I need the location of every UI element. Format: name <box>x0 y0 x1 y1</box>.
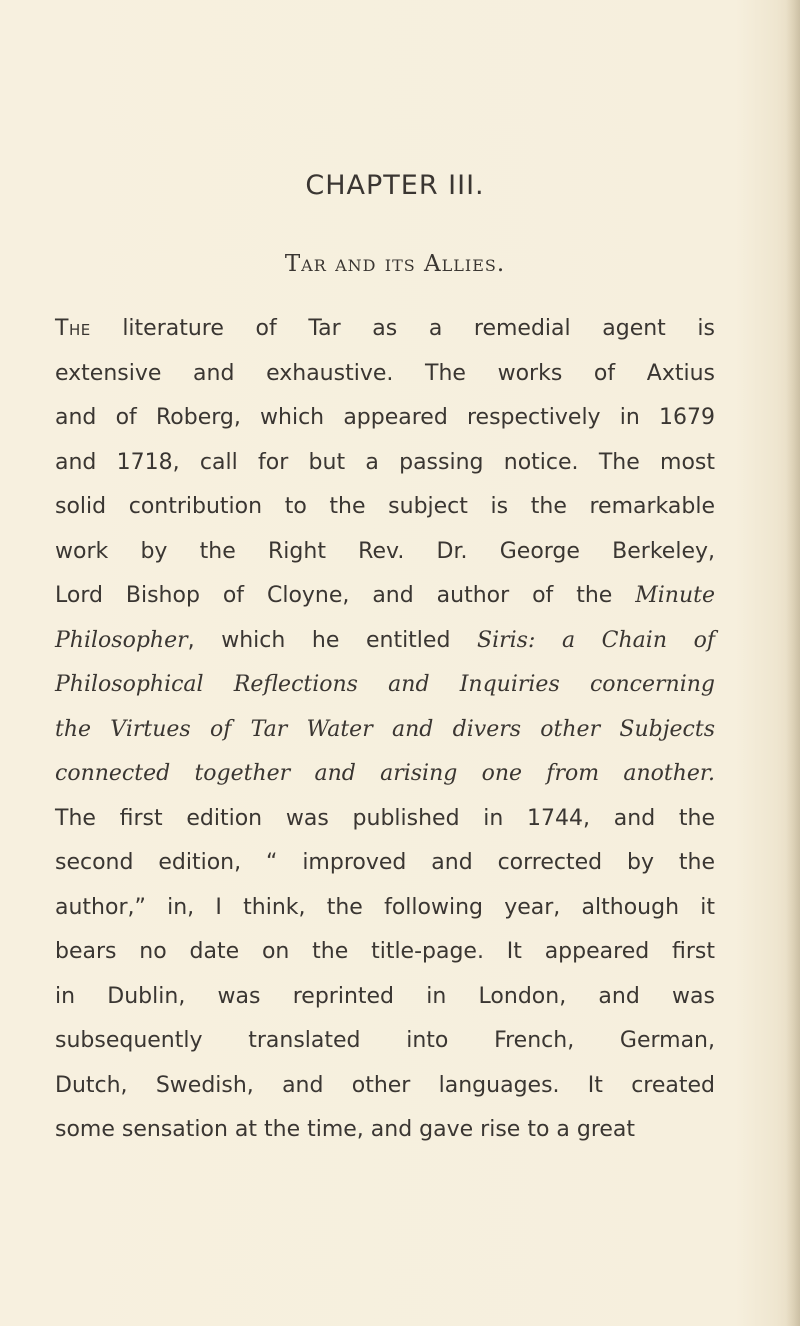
text-segment: solid contribution to the subject is the remarkable <box>55 494 715 519</box>
text-line <box>55 396 715 441</box>
body-paragraph <box>55 307 715 1153</box>
text-line <box>55 530 715 575</box>
small-caps-text: The <box>55 316 91 341</box>
italic-text: Philosophical Reflections and Inquiries concerning <box>55 672 715 697</box>
text-line <box>55 930 715 975</box>
text-line <box>55 1019 715 1064</box>
text-segment: , which he entitled <box>187 627 478 653</box>
text-segment: subsequently translated into French, German, <box>55 1028 715 1053</box>
text-segment: The first edition was published in 1744, and the <box>55 805 715 831</box>
text-line <box>55 574 715 619</box>
text-line <box>55 663 715 708</box>
text-line <box>55 975 715 1020</box>
text-line <box>55 797 715 842</box>
italic-text: Philosopher <box>55 627 188 653</box>
text-line <box>55 752 715 797</box>
text-line <box>55 1108 715 1153</box>
italic-text: Siris: a Chain of <box>477 627 715 653</box>
text-segment: and 1718, call for but a passing notice. The most <box>55 449 715 475</box>
text-segment: Lord Bishop of Cloyne, and author of the <box>55 583 636 608</box>
italic-text: Minute <box>635 583 715 608</box>
text-segment: second edition, “ improved and corrected by the <box>55 850 715 875</box>
text-line <box>55 708 715 753</box>
italic-text: the Virtues of Tar Water and divers other Subjects <box>55 716 715 742</box>
text-segment: in Dublin, was reprinted in London, and was <box>55 983 715 1009</box>
text-line <box>55 886 715 931</box>
text-line <box>55 352 715 397</box>
text-segment: extensive and exhaustive. The works of Axtius <box>55 360 715 386</box>
chapter-subtitle: Tar and its Allies. <box>284 251 506 277</box>
text-segment: work by the Right Rev. Dr. George Berkeley, <box>55 538 715 564</box>
text-segment: some sensation at the time, and gave rise to a great <box>55 1117 636 1142</box>
chapter-heading: CHAPTER III. <box>305 170 485 201</box>
text-segment: and of Roberg, which appeared respectively in 1679 <box>55 405 715 430</box>
text-segment: author,” in, I think, the following year, although it <box>55 894 715 920</box>
text-segment: Dutch, Swedish, and other languages. It created <box>55 1072 715 1098</box>
text-line <box>55 619 715 664</box>
italic-text: connected together and arising one from another. <box>55 761 715 786</box>
text-line <box>55 1064 715 1109</box>
text-segment: literature of Tar as a remedial agent is <box>90 316 715 341</box>
text-segment: bears no date on the title-page. It appeared first <box>55 939 715 964</box>
text-line <box>55 307 715 352</box>
text-line <box>55 485 715 530</box>
text-line <box>55 441 715 486</box>
text-line <box>55 841 715 886</box>
